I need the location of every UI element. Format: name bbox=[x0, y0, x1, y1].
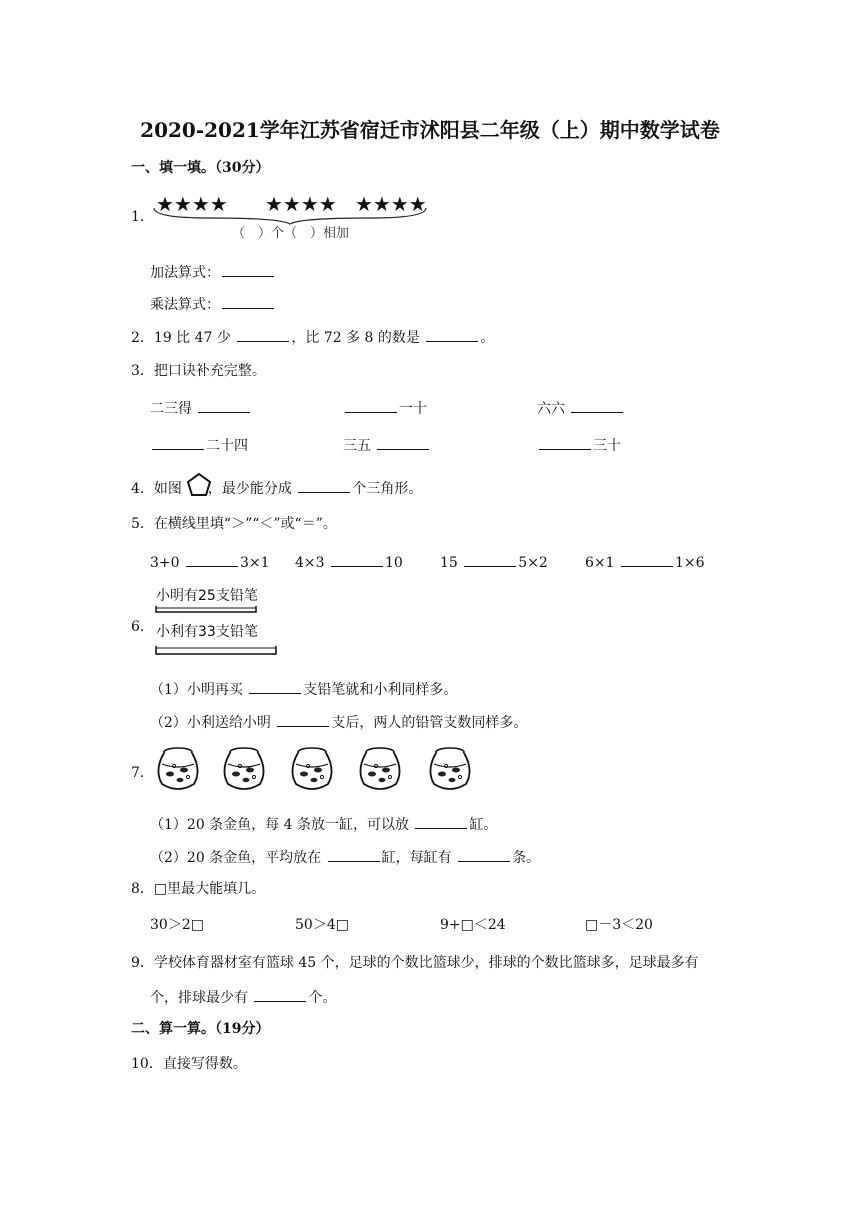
q7-number: 7． bbox=[131, 765, 154, 781]
sub-text-a: （2）小利送给小明 bbox=[150, 715, 271, 731]
answer-blank[interactable] bbox=[152, 435, 204, 450]
q3-text: 把口诀补充完整。 bbox=[153, 363, 266, 379]
sub-text-b: 支后，两人的铅管支数同样多。 bbox=[331, 715, 528, 731]
rhyme-text: 三十 bbox=[593, 438, 621, 454]
q1-addition-line bbox=[150, 262, 276, 282]
q10-number: 10． bbox=[131, 1056, 163, 1072]
q9-text: 学校体育器材室有篮球 45 个，足球的个数比篮球少，排球的个数比篮球多，足球最多有 bbox=[153, 955, 699, 971]
q9-text-b: 个。 bbox=[308, 990, 337, 1006]
mul-label: 乘法算式： bbox=[150, 297, 220, 313]
q8-expr-3: 9+□＜24 bbox=[440, 917, 506, 933]
star-group: ★★★★ bbox=[265, 192, 337, 216]
q9-line-2 bbox=[150, 987, 336, 1007]
expr-left: 15 bbox=[440, 555, 458, 571]
section-1-heading: 一、填一填。（30分） bbox=[131, 160, 270, 176]
answer-blank[interactable] bbox=[458, 847, 510, 862]
q5-number: 5． bbox=[131, 516, 154, 532]
q6-number: 6． bbox=[131, 619, 154, 635]
q9-text-a: 个，排球最少有 bbox=[150, 990, 248, 1006]
answer-blank[interactable] bbox=[254, 987, 306, 1002]
q8-expr-2: 50＞4□ bbox=[295, 917, 349, 933]
figure-caption: （ ）个（ ）相加 bbox=[232, 226, 350, 241]
pentagon-icon bbox=[186, 472, 212, 498]
q3-line bbox=[131, 362, 266, 380]
expr-right: 1×6 bbox=[675, 555, 705, 571]
q5-text: 在横线里填“＞”“＜”或“＝”。 bbox=[153, 516, 337, 532]
q9-line-1 bbox=[131, 954, 699, 972]
q5-line bbox=[131, 515, 337, 533]
bar-2 bbox=[156, 646, 276, 654]
q1-number: 1． bbox=[131, 209, 154, 225]
answer-blank[interactable] bbox=[345, 398, 397, 413]
q10-text: 直接写得数。 bbox=[162, 1056, 247, 1072]
expr-left: 4×3 bbox=[295, 555, 325, 571]
q8-expr-4: □－3＜20 bbox=[585, 917, 653, 933]
sub-text-a: （2）20 条金鱼，平均放在 bbox=[150, 850, 322, 866]
answer-blank[interactable] bbox=[222, 262, 274, 277]
q3-r1c2 bbox=[343, 398, 427, 418]
answer-blank[interactable] bbox=[237, 327, 289, 342]
rhyme-text: 一十 bbox=[399, 401, 427, 417]
q3-r2c1 bbox=[150, 435, 248, 455]
q7-sub-1 bbox=[150, 814, 497, 834]
expr-right: 5×2 bbox=[518, 555, 548, 571]
answer-blank[interactable] bbox=[222, 294, 274, 309]
fish-bowl bbox=[360, 748, 399, 789]
q3-r1c1 bbox=[150, 398, 252, 418]
answer-blank[interactable] bbox=[464, 552, 516, 567]
answer-blank[interactable] bbox=[539, 435, 591, 450]
sub-text-a: （1）小明再买 bbox=[150, 682, 243, 698]
answer-blank[interactable] bbox=[186, 552, 238, 567]
rhyme-text: 二十四 bbox=[206, 438, 248, 454]
q2-text-b: ，比 72 多 8 的数是 bbox=[291, 330, 420, 346]
q4-line bbox=[131, 478, 422, 498]
rhyme-text: 六六 bbox=[537, 401, 565, 417]
answer-blank[interactable] bbox=[571, 398, 623, 413]
answer-blank[interactable] bbox=[198, 398, 250, 413]
fish-bowl bbox=[158, 748, 197, 789]
fish-bowl bbox=[292, 748, 331, 789]
add-label: 加法算式： bbox=[150, 265, 220, 281]
q9-number: 9． bbox=[131, 955, 154, 971]
q6-sub-1 bbox=[150, 679, 457, 699]
sub-text-a: （1）20 条金鱼，每 4 条放一缸，可以放 bbox=[150, 817, 409, 833]
q4-number: 4． bbox=[131, 481, 154, 497]
q6-pencil-figure bbox=[152, 584, 282, 664]
q5-expr-4 bbox=[585, 552, 705, 572]
q8-number: 8． bbox=[131, 881, 154, 897]
q3-number: 3． bbox=[131, 363, 154, 379]
q8-expr-1: 30＞2□ bbox=[150, 917, 204, 933]
rhyme-text: 三五 bbox=[343, 438, 371, 454]
q2-line bbox=[131, 327, 494, 347]
sub-text-b: 支铅笔就和小利同样多。 bbox=[303, 682, 458, 698]
figure-line-2: 小利有33支铅笔 bbox=[156, 624, 258, 640]
page-title: 2020-2021学年江苏省宿迁市沭阳县二年级（上）期中数学试卷 bbox=[140, 118, 720, 142]
answer-blank[interactable] bbox=[298, 478, 350, 493]
answer-blank[interactable] bbox=[377, 435, 429, 450]
q8-line bbox=[131, 880, 265, 898]
expr-right: 10 bbox=[385, 555, 403, 571]
answer-blank[interactable] bbox=[249, 679, 301, 694]
q10-line bbox=[131, 1055, 247, 1073]
sub-text-c: 条。 bbox=[512, 850, 541, 866]
fish-bowl bbox=[224, 748, 263, 789]
answer-blank[interactable] bbox=[277, 712, 329, 727]
figure-line-1: 小明有25支铅笔 bbox=[156, 588, 258, 604]
q8-text: □里最大能填几。 bbox=[153, 881, 266, 897]
expr-left: 6×1 bbox=[585, 555, 615, 571]
fish-bowl-figure bbox=[150, 744, 490, 794]
sub-text-b: 缸，每缸有 bbox=[381, 850, 452, 866]
answer-blank[interactable] bbox=[621, 552, 673, 567]
q3-r2c2 bbox=[343, 435, 431, 455]
q4-text-c: 个三角形。 bbox=[352, 481, 423, 497]
q4-text-a: 如图 bbox=[153, 481, 182, 497]
q3-r2c3 bbox=[537, 435, 621, 455]
q5-expr-3 bbox=[440, 552, 548, 572]
q1-star-figure bbox=[150, 192, 430, 240]
star-group: ★★★★ bbox=[156, 192, 228, 216]
expr-right: 3×1 bbox=[240, 555, 270, 571]
q2-number: 2． bbox=[131, 330, 154, 346]
expr-left: 3+0 bbox=[150, 555, 180, 571]
q5-expr-2 bbox=[295, 552, 403, 572]
q6-sub-2 bbox=[150, 712, 527, 732]
q5-expr-1 bbox=[150, 552, 270, 572]
answer-blank[interactable] bbox=[415, 814, 467, 829]
q7-sub-2 bbox=[150, 847, 540, 867]
answer-blank[interactable] bbox=[426, 327, 478, 342]
q1-multiplication-line bbox=[150, 294, 276, 314]
q4-text-b: ，最少能分成 bbox=[207, 481, 292, 497]
q2-text-a: 19 比 47 少 bbox=[153, 330, 231, 346]
section-2-heading: 二、算一算。（19分） bbox=[131, 1021, 270, 1037]
bar-1 bbox=[156, 606, 256, 612]
q3-r1c3 bbox=[537, 398, 625, 418]
answer-blank[interactable] bbox=[331, 552, 383, 567]
sub-text-b: 缸。 bbox=[469, 817, 498, 833]
answer-blank[interactable] bbox=[328, 847, 380, 862]
q2-text-c: 。 bbox=[480, 330, 495, 346]
fish-bowl bbox=[430, 748, 469, 789]
rhyme-text: 二三得 bbox=[150, 401, 192, 417]
star-group: ★★★★ bbox=[355, 192, 427, 216]
